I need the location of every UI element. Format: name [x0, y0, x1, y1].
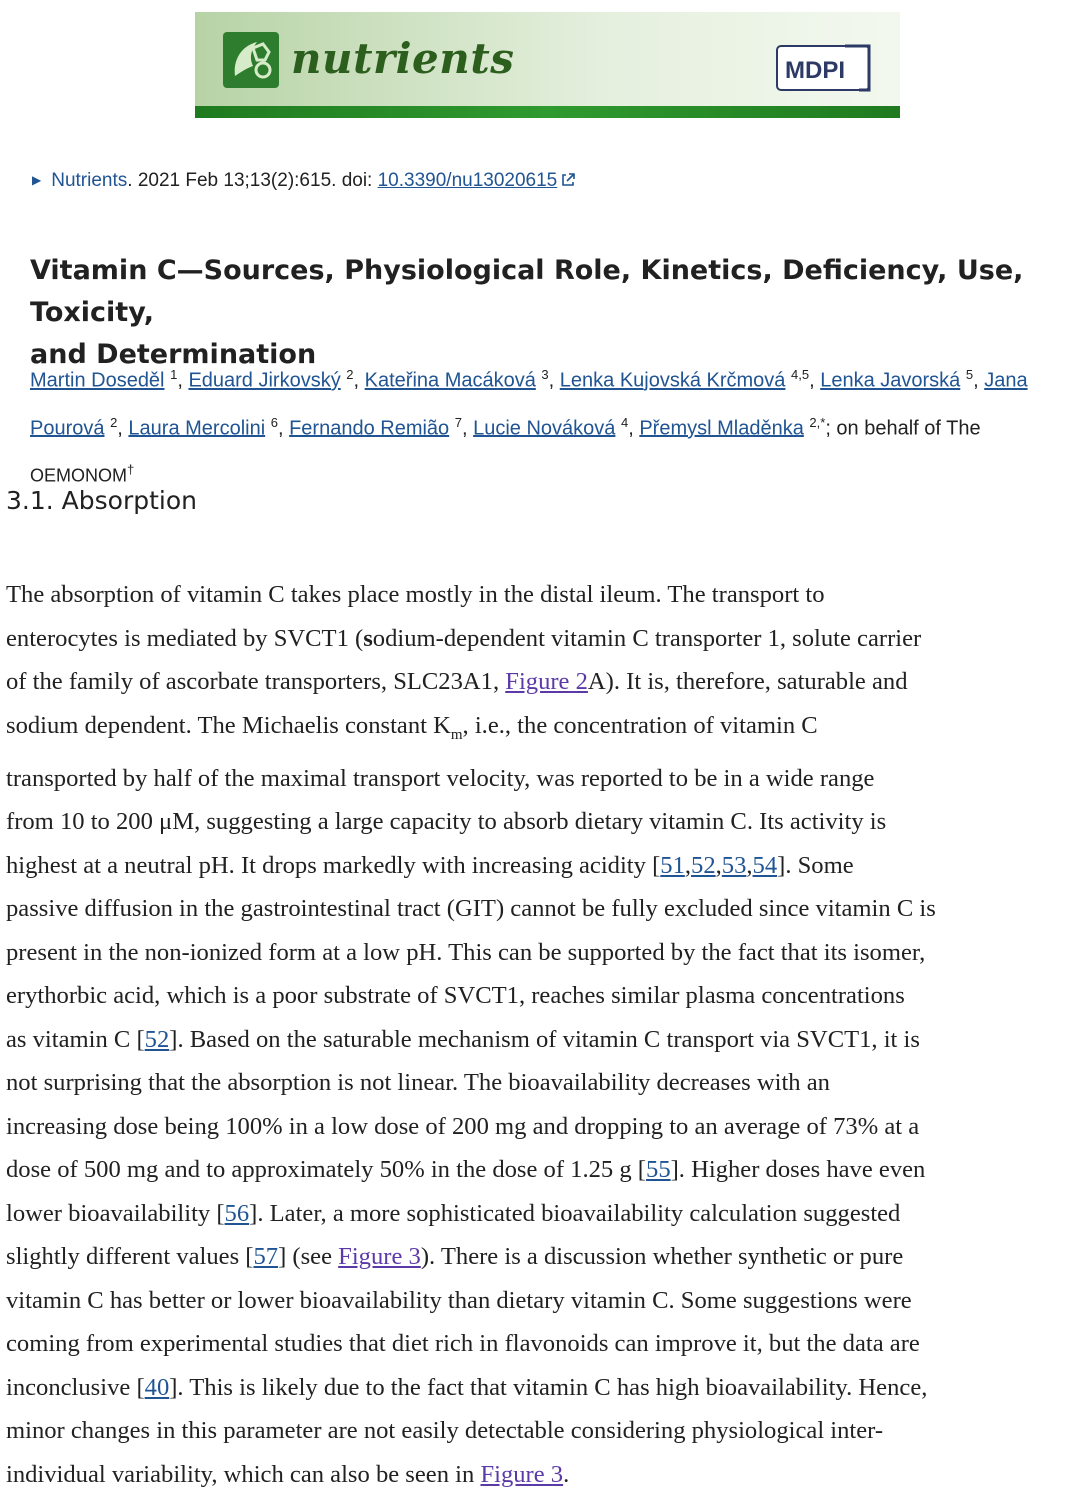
subscript: m	[450, 726, 463, 743]
group-text: ; on behalf of The	[825, 417, 981, 440]
figure-link[interactable]: Figure 2	[505, 668, 588, 695]
text-line	[6, 1018, 1078, 1062]
figure-link[interactable]: Figure 3	[480, 1460, 564, 1488]
text-run-bold: s	[363, 624, 373, 652]
author-affiliation: 4	[620, 414, 629, 430]
text-line	[6, 704, 1078, 757]
text-line: The absorption of vitamin C takes place mostly in the distal ileum. The transport to	[6, 581, 825, 608]
author-affiliation: 5	[965, 367, 974, 382]
author-affiliation: 7	[454, 414, 462, 430]
text-line	[6, 1148, 1078, 1192]
author-link[interactable]: Lenka Javorská	[820, 369, 961, 392]
author-link[interactable]: Kateřina Macáková	[364, 369, 536, 392]
text-line: coming from experimental studies that diet rich in flavonoids can improve it, but the data are	[6, 1330, 920, 1358]
text-run: ]. Based on the saturable mechanism of vitamin C transport via SVCT1, it is	[169, 1025, 920, 1053]
triangle-right-icon: ▶	[32, 173, 42, 187]
text-line: minor changes in this parameter are not easily detectable considering physiological inter-	[6, 1417, 884, 1445]
text-line	[6, 617, 1078, 661]
reference-link[interactable]: 53	[721, 851, 747, 879]
author-affiliation: 2	[346, 367, 354, 382]
text-run: sodium dependent. The Michaelis constant K	[6, 711, 451, 739]
text-run: odium-dependent vitamin C transporter 1, solute carrier	[372, 624, 922, 652]
doi-link[interactable]: 10.3390/nu13020615	[377, 170, 558, 191]
text-line: transported by half of the maximal transport velocity, was reported to be in a wide range	[6, 764, 875, 792]
text-line: increasing dose being 100% in a low dose of 200 mg and dropping to an average of 73% at a	[6, 1112, 920, 1140]
author-link-part[interactable]: Pourová	[30, 417, 105, 440]
reference-link[interactable]: 52	[691, 851, 716, 879]
author-link[interactable]: Eduard Jirkovský	[188, 369, 341, 392]
text-run: .	[563, 1460, 570, 1488]
citation-line	[32, 170, 575, 192]
text-run: ). There is a discussion whether synthetic or pure	[420, 1243, 904, 1271]
author-affiliation: 4,5	[791, 367, 810, 382]
text-line	[6, 1366, 1078, 1410]
author-link[interactable]: Lenka Kujovská Krčmová	[559, 369, 786, 392]
text-run: ] (see	[278, 1243, 339, 1271]
reference-link[interactable]: 57	[253, 1243, 279, 1271]
text-run: , i.e., the concentration of vitamin C	[462, 711, 818, 739]
journal-banner[interactable]	[195, 12, 900, 118]
mdpi-logo-icon	[775, 42, 871, 94]
author-link[interactable]: Laura Mercolini	[128, 417, 266, 440]
text-line: present in the non-ionized form at a low pH. This can be supported by the fact that its isomer,	[6, 938, 926, 966]
reference-link[interactable]: 52	[144, 1025, 170, 1053]
text-run: ]. Later, a more sophisticated bioavailability calculation suggested	[249, 1199, 901, 1227]
reference-link[interactable]: 54	[752, 851, 778, 879]
text-run: enterocytes is mediated by SVCT1 (	[6, 624, 364, 652]
text-run: dose of 500 mg and to approximately 50% in the dose of 1.25 g [	[6, 1156, 647, 1184]
text-run: A). It is, therefore, saturable and	[587, 668, 908, 695]
group-affiliation: †	[127, 462, 135, 478]
banner-accent-bar	[195, 106, 900, 118]
author-link[interactable]: Martin Doseděl	[30, 369, 165, 392]
text-line: vitamin C has better or lower bioavailability than dietary vitamin C. Some suggestions were	[6, 1286, 912, 1314]
external-link-icon[interactable]	[561, 173, 575, 187]
author-affiliation: 6	[270, 414, 278, 430]
text-line	[6, 1192, 1078, 1236]
text-line	[6, 1235, 1078, 1279]
author-affiliation: 3	[541, 367, 549, 382]
group-name: OEMONOM	[30, 465, 127, 486]
author-affiliation: 2,*	[809, 414, 826, 430]
text-line: passive diffusion in the gastrointestinal tract (GIT) cannot be fully excluded since vitamin C is	[6, 895, 936, 923]
reference-link[interactable]: 55	[646, 1156, 671, 1184]
text-line	[6, 660, 1078, 704]
text-run: highest at a neutral pH. It drops markedly with increasing acidity [	[6, 851, 661, 879]
text-line: erythorbic acid, which is a poor substrate of SVCT1, reaches similar plasma concentrations	[6, 982, 905, 1010]
citation-journal[interactable]: Nutrients	[51, 170, 128, 191]
text-run: ]. Higher doses have even	[670, 1156, 926, 1184]
text-run: individual variability, which can also be seen in	[6, 1460, 481, 1488]
journal-name: nutrients	[291, 34, 515, 83]
text-line: highest at a neutral pH. It drops markedly with increasing acidity [51,52,53,54]. Some	[6, 851, 854, 879]
reference-link[interactable]: 51	[660, 851, 685, 879]
citation-details: . 2021 Feb 13;13(2):615. doi:	[127, 170, 378, 191]
author-list: Martin Doseděl $^1$, Eduard Jirkovský $^2$, Kateřina Macáková $^3$, Lenka Kujovská Krčmová $^{4,5}$, Lenka Javorská $^5$, Jana Pourová $^2$, Laura Mercolini $^6$, Fernando Remião $^7$, Lucie Nováková $^4$, Přemysl Mladěnka $^{2,*}$; on behalf of The OEMONOM†	[30, 367, 1028, 486]
publisher-name: MDPI	[785, 57, 845, 84]
author-affiliation: 2	[110, 414, 118, 430]
nutrients-logo-icon	[223, 32, 279, 88]
text-run: slightly different values [	[6, 1243, 254, 1271]
title-line-1: Vitamin C—Sources, Physiological Role, Kinetics, Deficiency, Use, Toxicity,	[30, 255, 1024, 328]
text-line	[6, 1453, 1078, 1496]
text-run: lower bioavailability [	[6, 1199, 225, 1227]
author-link[interactable]: Lucie Nováková	[473, 417, 616, 440]
reference-link[interactable]: 56	[224, 1199, 250, 1227]
author-link[interactable]: Přemysl Mladěnka	[639, 417, 804, 440]
section-heading: 3.1. Absorption	[6, 486, 197, 515]
figure-link[interactable]: Figure 3	[338, 1243, 421, 1271]
body-paragraph	[6, 573, 1078, 1496]
text-run: of the family of ascorbate transporters, SLC23A1,	[6, 668, 506, 695]
title-line-2: and Determination	[30, 339, 317, 370]
text-line: not surprising that the absorption is not linear. The bioavailability decreases with an	[6, 1069, 830, 1097]
text-line: from 10 to 200 μM, suggesting a large capacity to absorb dietary vitamin C. Its activity is	[6, 808, 887, 836]
reference-link[interactable]: 40	[144, 1373, 170, 1401]
text-run: ]. Some	[777, 851, 854, 879]
author-affiliation: 1	[170, 367, 178, 382]
author-link-part[interactable]: Jana	[984, 369, 1028, 392]
text-run: ]. This is likely due to the fact that vitamin C has high bioavailability. Hence,	[169, 1373, 928, 1401]
author-link[interactable]: Fernando Remião	[289, 417, 450, 440]
text-run: as vitamin C [	[6, 1025, 145, 1053]
text-run: inconclusive [	[6, 1373, 145, 1401]
